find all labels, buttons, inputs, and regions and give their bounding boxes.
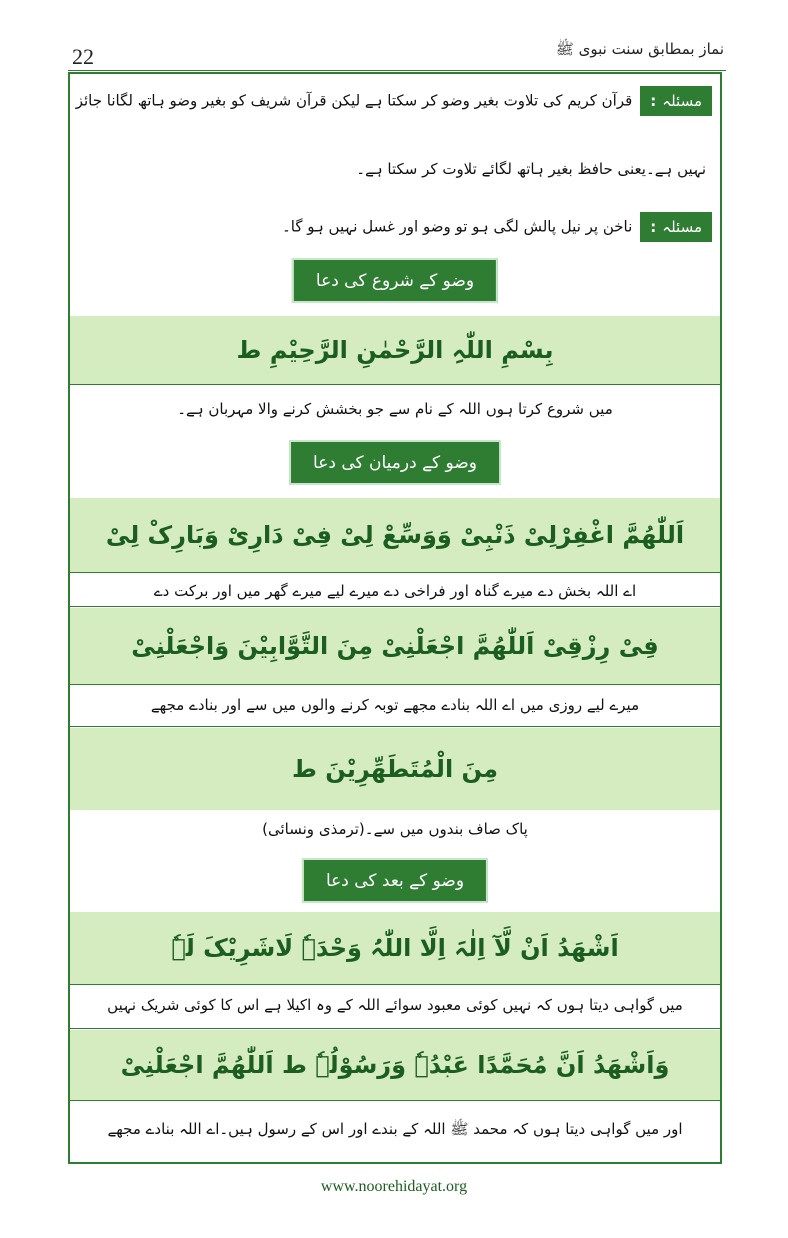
- content-frame: [68, 72, 722, 1164]
- arabic-text: اَللّٰھُمَّ اغْفِرْلِیْ ذَنْبِیْ وَوَسِّعْ لِیْ فِیْ دَارِیْ وَبَارِکْ لِیْ: [105, 521, 685, 549]
- divider: [70, 606, 720, 607]
- divider: [70, 726, 720, 727]
- masala-2-text-1: ناخن پر نیل پالش لگی ہو تو وضو اور غسل نہیں ہو گا۔: [281, 217, 633, 236]
- masala-label-text: مسئلہ: [662, 92, 702, 110]
- translation-text: اور میں گواہی دیتا ہوں کہ محمد ﷺ اللہ کے بندے اور اس کے رسول ہیں۔اے اللہ بنادے مجھے: [107, 1120, 683, 1138]
- masala-2-line-1: [70, 212, 720, 242]
- arabic-band-bismillah: [70, 316, 720, 384]
- arabic-text: فِیْ رِزْقِیْ اَللّٰھُمَّ اجْعَلْنِیْ مِنَ التَّوَّابِیْنَ وَاجْعَلْنِیْ: [131, 632, 659, 660]
- arabic-band-2: [70, 608, 720, 684]
- page-number: 22: [72, 44, 94, 69]
- masala-label: [640, 212, 712, 242]
- arabic-band-3: [70, 728, 720, 810]
- arabic-band-1: [70, 498, 720, 572]
- masala-label-text: مسئلہ: [662, 218, 702, 236]
- section-heading-start: وضو کے شروع کی دعا: [292, 258, 498, 303]
- masala-colon: :: [650, 218, 657, 236]
- arabic-text: وَاَشْھَدُ اَنَّ مُحَمَّدًا عَبْدُہٗ وَرَسُوْلُہٗ ط اَللّٰھُمَّ اجْعَلْنِیْ: [120, 1051, 670, 1079]
- footer-url[interactable]: www.noorehidayat.org: [320, 1178, 468, 1195]
- divider: [70, 984, 720, 985]
- translation-text: پاک صاف بندوں میں سے۔(ترمذی ونسائی): [262, 820, 528, 838]
- arabic-text: بِسْمِ اللّٰہِ الرَّحْمٰنِ الرَّحِیْمِ ط: [236, 336, 554, 364]
- section-heading-after: وضو کے بعد کی دعا: [302, 858, 488, 903]
- masala-1-line-2: نہیں ہے۔یعنی حافظ بغیر ہاتھ لگائے تلاوت کر سکتا ہے۔: [356, 160, 706, 178]
- divider: [70, 684, 720, 685]
- masala-1-text-1: قرآن کریم کی تلاوت بغیر وضو کر سکتا ہے لیکن قرآن شریف کو بغیر وضو ہاتھ لگانا جائز: [75, 91, 633, 110]
- header-rule: [68, 70, 726, 71]
- arabic-band-5: [70, 1030, 720, 1100]
- arabic-band-4: [70, 912, 720, 984]
- masala-colon: :: [650, 92, 657, 110]
- divider: [70, 1028, 720, 1029]
- masala-label: [640, 86, 712, 116]
- book-title: نماز بمطابق سنت نبوی ﷺ: [555, 40, 724, 58]
- arabic-text: مِنَ الْمُتَطَھِّرِیْنَ ط: [292, 755, 498, 783]
- divider: [70, 384, 720, 385]
- divider: [70, 1100, 720, 1101]
- translation-text: میرے لیے روزی میں اے اللہ بنادے مجھے توبہ کرنے والوں میں سے اور بنادے مجھے: [150, 696, 640, 714]
- translation-text: اے اللہ بخش دے میرے گناہ اور فراخی دے میرے لیے میرے گھر میں اور برکت دے: [153, 582, 637, 600]
- translation-text: میں شروع کرتا ہوں اللہ کے نام سے جو بخشش کرنے والا مہربان ہے۔: [177, 400, 613, 418]
- arabic-text: اَشْھَدُ اَنْ لَّآ اِلٰہَ اِلَّا اللّٰہُ وَحْدَہٗ لَاشَرِیْکَ لَہٗ: [171, 934, 619, 962]
- masala-1-line-1: [70, 86, 720, 116]
- translation-text: میں گواہی دیتا ہوں کہ نہیں کوئی معبود سوائے اللہ کے وہ اکیلا ہے اس کا کوئی شریک نہیں: [107, 996, 683, 1014]
- section-heading-middle: وضو کے درمیان کی دعا: [289, 440, 501, 485]
- divider: [70, 572, 720, 573]
